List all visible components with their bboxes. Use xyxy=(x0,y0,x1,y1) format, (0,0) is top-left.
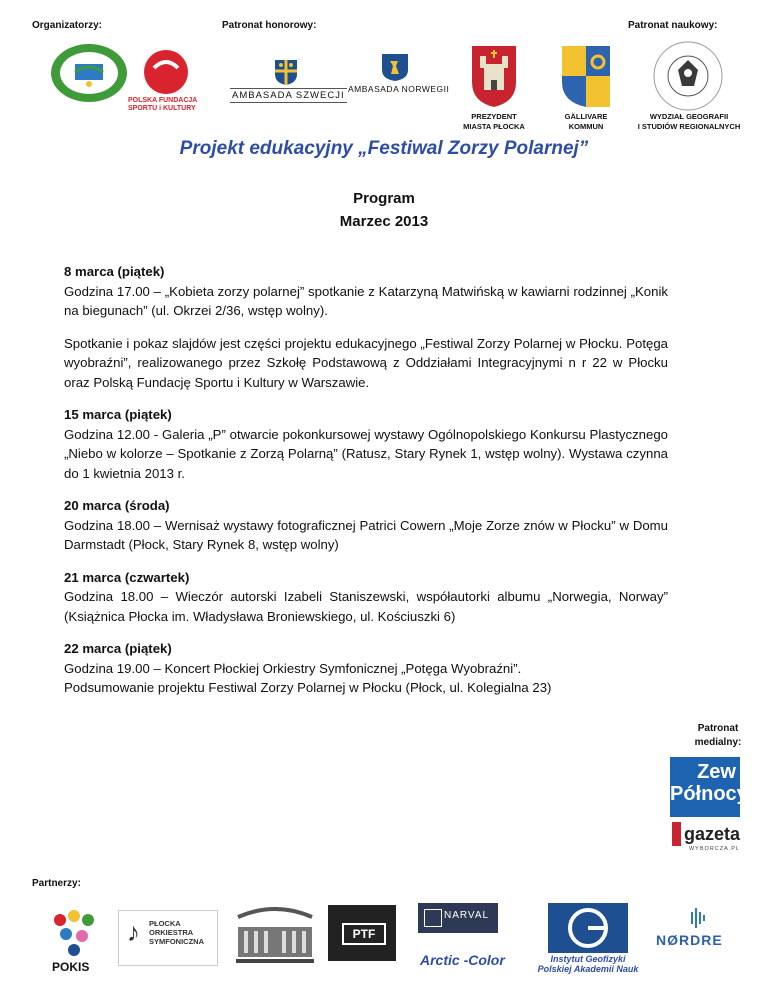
gazeta-red-mark-icon xyxy=(672,822,681,846)
zew-polnocy-logo xyxy=(670,757,748,817)
narval-text: NARVAL xyxy=(444,910,490,921)
project-title: Projekt edukacyjny „Festiwal Zorzy Polarnej” xyxy=(179,138,589,159)
gazeta-wyborcza-logo xyxy=(672,822,740,858)
orkiestra-logo xyxy=(118,910,218,966)
month-title: Marzec 2013 xyxy=(339,213,429,230)
igf-line1: Instytut Geofizyki xyxy=(550,954,626,964)
igf-pan-logo xyxy=(548,903,628,953)
geography-caption xyxy=(622,112,756,132)
igf-text xyxy=(528,954,648,974)
polska-fundacja-text: POLSKA FUNDACJA SPORTU i KULTURY xyxy=(128,97,198,112)
event-item xyxy=(64,568,668,627)
geography-caption-line1: WYDZIAŁ GEOGRAFII xyxy=(649,112,729,121)
event-date: 15 marca (piątek) xyxy=(64,407,172,422)
gallivare-caption-line1: GÄLLIVARE xyxy=(564,112,608,121)
plock-caption-line2: MIASTA PŁOCKA xyxy=(463,122,525,131)
treble-clef-icon: ♪ xyxy=(127,917,140,947)
orkiestra-line3: SYMFONICZNA xyxy=(149,937,204,946)
norwegian-crest-icon xyxy=(380,52,410,82)
event-description: Godzina 12.00 - Galeria „P” otwarcie pokonkursowej wystawy Ogólnopolskiego Konkursu Plastycznego „Niebo w kolorze – Spotkanie z Zorzą Polarną” (Ratusz, Stary Rynek 1, wstęp wolny). Wystawa czynna do 1 kwietnia 2013 r. xyxy=(64,426,668,481)
event-item xyxy=(64,639,668,698)
orkiestra-line2: ORKIESTRA xyxy=(149,928,194,937)
organizers-label: Organizatorzy: xyxy=(32,20,103,31)
narval-logo xyxy=(418,903,498,933)
event-item xyxy=(64,496,668,555)
event-description: Godzina 19.00 – Koncert Płockiej Orkiestry Symfonicznej „Potęga Wyobraźni”. xyxy=(64,660,522,676)
event-date: 22 marca (piątek) xyxy=(64,641,172,656)
gazeta-text: gazeta xyxy=(683,823,740,844)
plock-caption xyxy=(460,112,528,132)
swedish-crest-icon xyxy=(272,56,300,86)
event-date: 8 marca (piątek) xyxy=(64,264,165,279)
event-date: 21 marca (czwartek) xyxy=(64,569,190,585)
partners-label: Partnerzy: xyxy=(32,878,81,889)
event-description: Godzina 18.00 – Wieczór autorski Izabeli Staniszewski, współautorki albumu „Norwegia, Norway” (Książnica Płocka im. Władysława Broniewskiego, ul. Kościuszki 6) xyxy=(64,589,668,624)
ptf-text: PTF xyxy=(342,923,386,945)
event-item xyxy=(64,405,668,483)
school-22-logo xyxy=(48,42,130,104)
arctic-color-text: Arctic -Color xyxy=(420,952,505,968)
orkiestra-line1: PŁOCKA xyxy=(149,919,181,928)
event-item xyxy=(64,262,668,321)
ptf-logo xyxy=(328,905,396,961)
gazeta-sub-text: WYBORCZA.PL xyxy=(688,846,740,852)
orkiestra-text xyxy=(149,919,204,946)
nordre-wave-icon xyxy=(686,906,710,930)
event-description-summary: Podsumowanie projektu Festiwal Zorzy Polarnej w Płocku (Płock, ul. Kolegialna 23) xyxy=(64,680,552,695)
media-patronage-label: Patronat medialny: xyxy=(694,723,742,748)
program-content xyxy=(64,262,668,711)
geography-caption-line2: I STUDIÓW REGIONALNYCH xyxy=(637,122,741,131)
igf-line2: Polskiej Akademii Nauk xyxy=(537,964,639,974)
zew-polnocy-text: Zew Północy xyxy=(670,761,748,805)
university-of-warsaw-seal-icon xyxy=(648,40,728,112)
ksiaznica-plocka-logo xyxy=(232,903,318,965)
gallivare-caption-line2: KOMMUN xyxy=(568,122,604,131)
ambasada-norwegii-text: AMBASADA NORWEGII xyxy=(348,84,450,94)
pokis-text: POKIS xyxy=(52,960,90,974)
scientific-patronage-label: Patronat naukowy: xyxy=(628,20,718,31)
honorary-patronage-label: Patronat honorowy: xyxy=(222,20,317,31)
event-date: 20 marca (środa) xyxy=(64,498,170,513)
event-description: Godzina 18.00 – Wernisaż wystawy fotograficznej Patrici Cowern „Moje Zorze znów w Płocku” w Domu Darmstadt (Płock, Stary Rynek 8, wstęp wolny) xyxy=(64,517,668,552)
program-title: Program xyxy=(353,190,415,207)
polska-fundacja-logo-mark xyxy=(142,48,190,96)
gallivare-caption xyxy=(554,112,618,132)
gallivare-coat-of-arms-icon xyxy=(560,44,612,108)
project-note: Spotkanie i pokaz slajdów jest części projektu edukacyjnego „Festiwal Zorzy Polarnej w Płocku. Potęga wyobraźni”, realizowanego przez Szkołę Podstawową z Oddziałami Integracyjnymi n r 22 w Płocku oraz Polską Fundację Sportu i Kultury w Warszawie. xyxy=(64,335,668,390)
plock-coat-of-arms-icon xyxy=(470,44,518,108)
ambasada-szwecji-text: AMBASADA SZWECJI xyxy=(232,90,345,101)
plock-caption-line1: PREZYDENT xyxy=(471,112,517,121)
pokis-logo-mark xyxy=(52,910,100,960)
nordre-text: NØRDRE xyxy=(656,932,723,948)
event-description: Godzina 17.00 – „Kobieta zorzy polarnej” spotkanie z Katarzyną Matwińską w kawiarni rodzinnej „Konik na biegunach” (ul. Okrzei 2/36, wstęp wolny). xyxy=(64,283,668,318)
narval-mark-icon xyxy=(424,909,442,927)
